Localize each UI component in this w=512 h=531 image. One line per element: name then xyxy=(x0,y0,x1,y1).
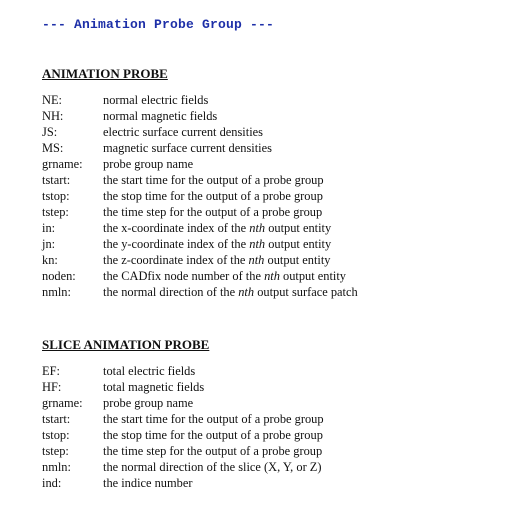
definition-row xyxy=(42,395,324,411)
section-title: ANIMATION PROBE xyxy=(42,66,168,81)
param-desc: the time step for the output of a probe group xyxy=(103,205,323,219)
definition-row xyxy=(42,268,358,284)
definition-row xyxy=(42,236,358,252)
definition-row xyxy=(42,172,358,188)
param-desc: normal magnetic fields xyxy=(103,109,218,123)
animation-probe-section xyxy=(42,66,358,300)
param-key: grname: xyxy=(42,157,83,171)
param-key: jn: xyxy=(42,237,56,251)
param-key: tstart: xyxy=(42,173,71,187)
definition-row xyxy=(42,379,324,395)
definition-row xyxy=(42,140,358,156)
param-key: tstop: xyxy=(42,189,70,203)
definition-row xyxy=(42,284,358,300)
definition-row xyxy=(42,188,358,204)
param-key: tstart: xyxy=(42,412,71,426)
param-desc: the time step for the output of a probe group xyxy=(103,444,323,458)
param-desc: the z-coordinate index of the nth output entity xyxy=(103,253,331,267)
param-key: tstep: xyxy=(42,444,69,458)
param-key: NE: xyxy=(42,93,62,107)
definition-row xyxy=(42,252,358,268)
param-desc: the y-coordinate index of the nth output entity xyxy=(103,237,332,251)
slice-animation-probe-section xyxy=(42,337,324,491)
definition-row xyxy=(42,459,324,475)
section-title: SLICE ANIMATION PROBE xyxy=(42,337,210,352)
definition-row xyxy=(42,443,324,459)
param-desc: probe group name xyxy=(103,157,194,171)
param-desc: the normal direction of the nth output surface patch xyxy=(103,285,358,299)
param-key: grname: xyxy=(42,396,83,410)
param-key: ind: xyxy=(42,476,62,490)
param-key: in: xyxy=(42,221,56,235)
param-key: nmln: xyxy=(42,285,71,299)
param-key: kn: xyxy=(42,253,58,267)
definition-list xyxy=(42,92,358,300)
param-key: nmln: xyxy=(42,460,71,474)
definition-row xyxy=(42,92,358,108)
definition-row xyxy=(42,204,358,220)
param-desc: total electric fields xyxy=(103,364,196,378)
param-desc: normal electric fields xyxy=(103,93,209,107)
param-desc: the CADfix node number of the nth output entity xyxy=(103,269,346,283)
definition-row xyxy=(42,411,324,427)
param-desc: the stop time for the output of a probe group xyxy=(103,189,323,203)
param-desc: probe group name xyxy=(103,396,194,410)
param-desc: the indice number xyxy=(103,476,193,490)
param-desc: the stop time for the output of a probe group xyxy=(103,428,323,442)
param-key: EF: xyxy=(42,364,60,378)
param-desc: the normal direction of the slice (X, Y, or Z) xyxy=(103,460,322,474)
definition-row xyxy=(42,220,358,236)
definition-row xyxy=(42,124,358,140)
param-key: JS: xyxy=(42,125,58,139)
param-desc: the x-coordinate index of the nth output entity xyxy=(103,221,332,235)
param-desc: the start time for the output of a probe group xyxy=(103,412,324,426)
definition-list xyxy=(42,363,324,491)
param-key: tstop: xyxy=(42,428,70,442)
definition-row xyxy=(42,156,358,172)
param-key: noden: xyxy=(42,269,76,283)
group-title: --- Animation Probe Group --- xyxy=(42,17,275,32)
param-key: NH: xyxy=(42,109,64,123)
definition-row xyxy=(42,363,324,379)
definition-row xyxy=(42,475,324,491)
param-desc: electric surface current densities xyxy=(103,125,263,139)
param-desc: magnetic surface current densities xyxy=(103,141,272,155)
definition-row xyxy=(42,108,358,124)
param-key: tstep: xyxy=(42,205,69,219)
param-desc: total magnetic fields xyxy=(103,380,205,394)
definition-row xyxy=(42,427,324,443)
param-key: HF: xyxy=(42,380,62,394)
param-key: MS: xyxy=(42,141,64,155)
param-desc: the start time for the output of a probe group xyxy=(103,173,324,187)
